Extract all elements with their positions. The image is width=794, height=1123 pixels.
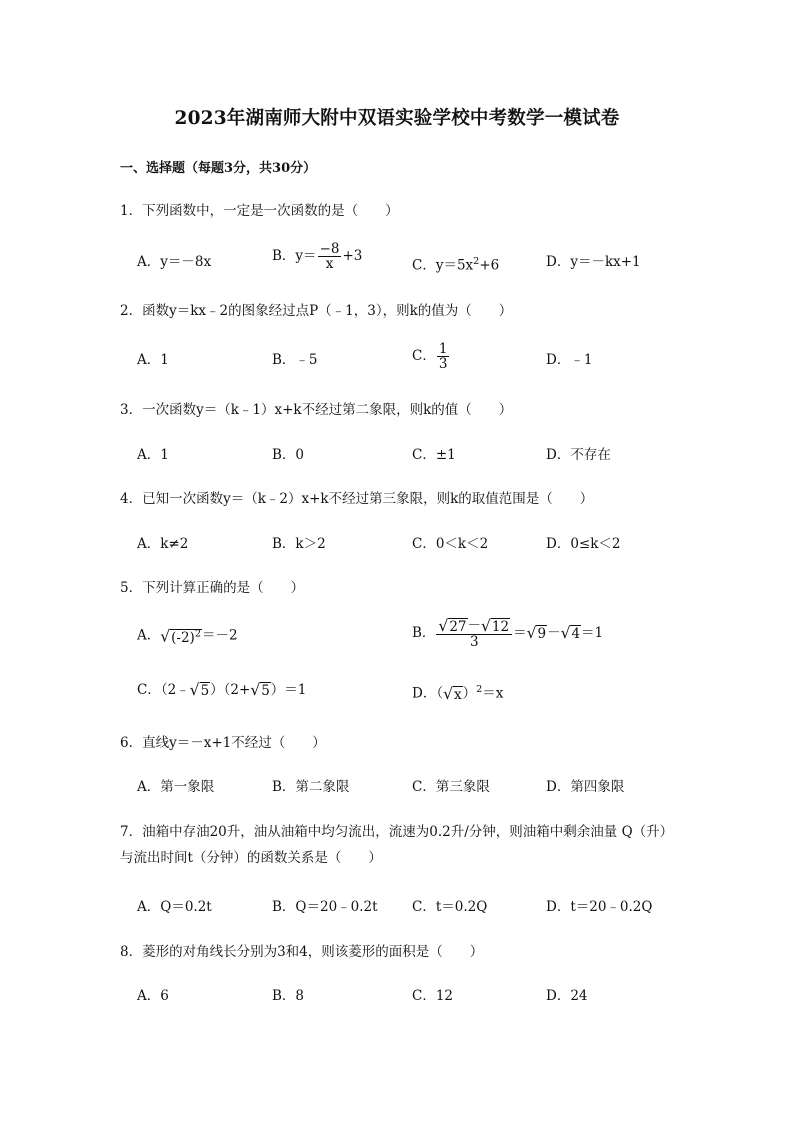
question-5-stem: 5．下列计算正确的是（ ） [120, 580, 305, 596]
question-2-option-b: B．﹣5 [272, 352, 318, 368]
question-1-option-c: C．$y=5x^2+6$ [412, 256, 500, 274]
question-1-option-b: B．y＝ $\frac{-8}{x}$ +3 [272, 241, 363, 273]
fraction: $\frac{1}{3}$ [438, 341, 448, 373]
question-1-option-d: D．y＝－kx+1 [546, 254, 641, 270]
question-8-stem: 8．菱形的对角线长分别为3和4，则该菱形的面积是（ ） [120, 944, 484, 960]
question-3-option-d: D．不存在 [546, 447, 611, 463]
question-8-option-a: A．6 [137, 988, 169, 1004]
question-5-option-b: B． $\frac{√27-√12}{3}$ ＝√9－√4＝1 [412, 617, 604, 651]
question-6-option-d: D．第四象限 [546, 779, 625, 795]
question-7-option-d: D．t＝20﹣0.2Q [546, 899, 653, 915]
question-5-option-c: C．（2﹣√5）（2+√5）＝1 [137, 681, 307, 699]
page-title: 2023年湖南师大附中双语实验学校中考数学一模试卷 [174, 108, 620, 129]
section-heading: 一、选择题（每题3分，共30分） [120, 161, 317, 176]
question-3-option-a: A．1 [137, 447, 169, 463]
question-3-option-b: B．0 [272, 447, 305, 463]
question-6-stem: 6．直线y＝－x+1不经过（ ） [120, 735, 326, 751]
question-8-option-b: B．8 [272, 988, 305, 1004]
question-2-option-c: C． $\frac{1}{3}$ [412, 341, 448, 373]
question-2-option-a: A．1 [137, 352, 169, 368]
question-7-option-b: B．Q＝20﹣0.2t [272, 899, 378, 915]
question-1-option-a: A．y＝－8x [137, 254, 212, 270]
question-7-stem: 7．油箱中存油20升，油从油箱中均匀流出，流速为0.2升/分钟，则油箱中剩余油量 Q（升）与流出时间t（分钟）的函数关系是（ ） [120, 824, 674, 866]
question-7-option-a: A．Q＝0.2t [137, 899, 212, 915]
question-7-option-c: C．t＝0.2Q [412, 899, 488, 915]
question-8-option-c: C．12 [412, 988, 454, 1004]
question-3-option-c: C．±1 [412, 447, 456, 463]
question-4-stem: 4．已知一次函数y＝（k﹣2）x+k不经过第三象限，则k的取值范围是（ ） [120, 491, 594, 507]
question-5-option-d: D．$(√x)^2=x$ [412, 684, 504, 703]
question-5-option-a: A．$√(-2)^2=-2$ [137, 624, 238, 648]
question-4-option-a: A．k≠2 [137, 536, 189, 552]
question-8-option-d: D．24 [546, 988, 588, 1004]
question-6-option-b: B．第二象限 [272, 779, 350, 795]
question-4-option-d: D．0≤k＜2 [546, 536, 621, 552]
question-6-option-a: A．第一象限 [137, 779, 215, 795]
question-1-stem: 1．下列函数中，一定是一次函数的是（ ） [120, 203, 399, 219]
question-6-option-c: C．第三象限 [412, 779, 490, 795]
sqrt-symbol: $√(-2)^2$ [160, 627, 202, 646]
fraction: $\frac{√27-√12}{3}$ [436, 618, 512, 649]
question-4-option-c: C．0＜k＜2 [412, 536, 489, 552]
question-2-option-d: D．﹣1 [546, 352, 593, 368]
question-2-stem: 2．函数y＝kx﹣2的图象经过点P（﹣1，3），则k的值为（ ） [120, 303, 513, 319]
question-3-stem: 3．一次函数y＝（k﹣1）x+k不经过第二象限，则k的值（ ） [120, 402, 513, 418]
question-4-option-b: B．k＞2 [272, 536, 326, 552]
fraction: $\frac{-8}{x}$ [319, 241, 340, 273]
